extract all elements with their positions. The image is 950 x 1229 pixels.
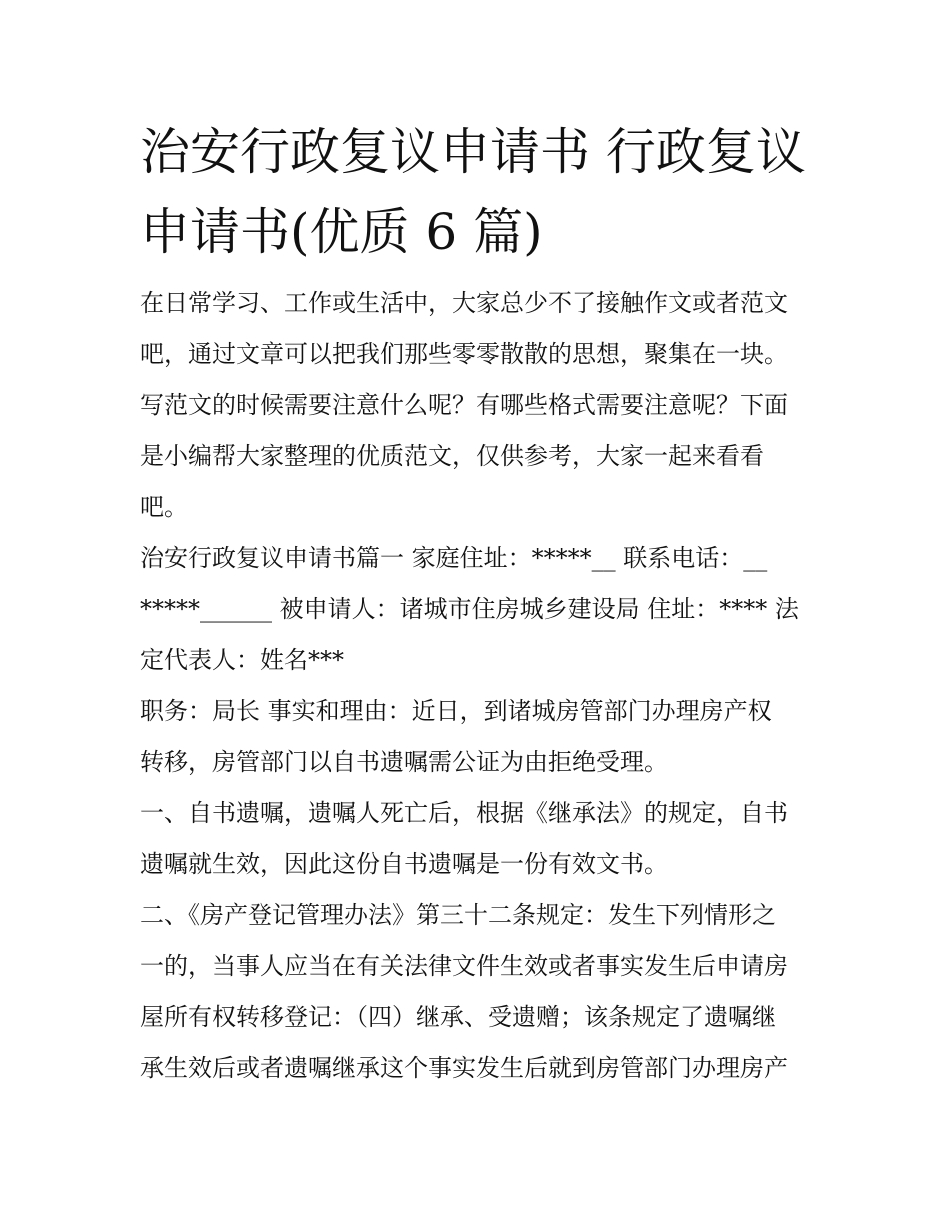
body-line: *****______ 被申请人：诸城市住房城乡建设局 住址：**** 法 — [140, 595, 799, 623]
title-line: 治安行政复议申请书 行政复议 — [140, 123, 806, 181]
body-line: 转移，房管部门以自书遗嘱需公证为由拒绝受理。 — [140, 748, 668, 776]
body-line: 遗嘱就生效，因此这份自书遗嘱是一份有效文书。 — [140, 850, 668, 878]
body-line: 一、自书遗嘱，遗嘱人死亡后，根据《继承法》的规定，自书 — [140, 799, 788, 827]
body-line: 屋所有权转移登记：（四）继承、受遗赠；该条规定了遗嘱继 — [140, 1003, 776, 1031]
document-body — [140, 278, 830, 1094]
body-line: 是小编帮大家整理的优质范文，仅供参考，大家一起来看看 — [140, 442, 764, 470]
body-line: 二、《房产登记管理办法》第三十二条规定：发生下列情形之 — [140, 901, 776, 929]
title-line: 申请书(优质 6 篇) — [140, 203, 543, 261]
body-line: 治安行政复议申请书篇一 家庭住址：*****__ 联系电话：__ — [140, 544, 768, 572]
body-line: 承生效后或者遗嘱继承这个事实发生后就到房管部门办理房产 — [140, 1054, 788, 1082]
body-line: 一的，当事人应当在有关法律文件生效或者事实发生后申请房 — [140, 952, 788, 980]
body-line: 吧。 — [140, 493, 188, 521]
body-line: 职务：局长 事实和理由：近日，到诸城房管部门办理房产权 — [140, 697, 772, 725]
body-line: 在日常学习、工作或生活中，大家总少不了接触作文或者范文 — [140, 289, 788, 317]
body-line: 写范文的时候需要注意什么呢？有哪些格式需要注意呢？下面 — [140, 391, 788, 419]
document-title — [140, 112, 830, 272]
body-line: 定代表人：姓名*** — [140, 646, 344, 674]
body-line: 吧，通过文章可以把我们那些零零散散的思想，聚集在一块。 — [140, 340, 788, 368]
